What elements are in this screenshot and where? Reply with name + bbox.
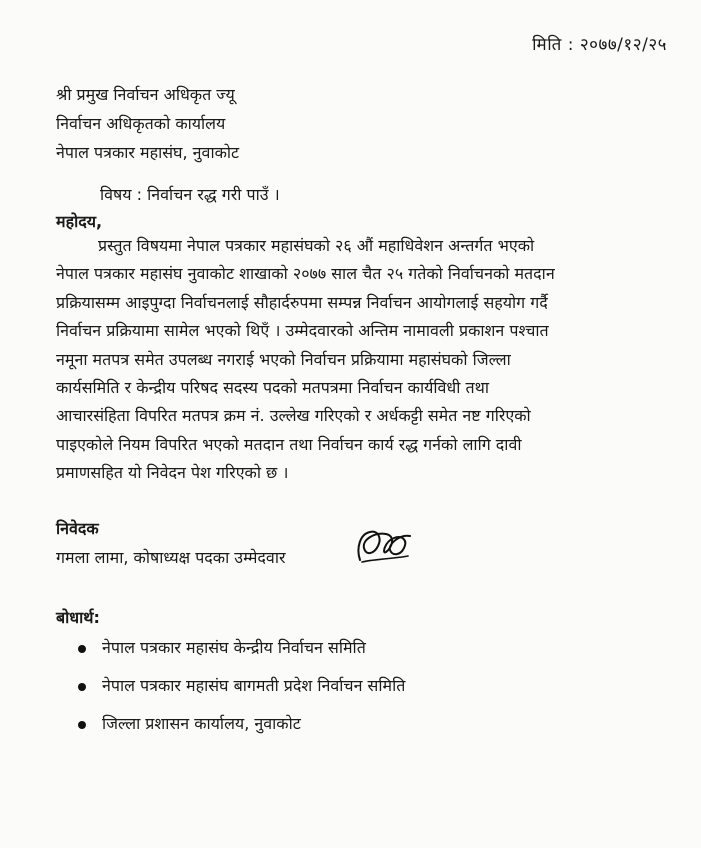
cc-title: बोधार्थ: xyxy=(56,608,100,627)
signer-name: गमला लामा, कोषाध्यक्ष पदका उम्मेदवार xyxy=(56,548,286,567)
body-line: नेपाल पत्रकार महासंघ नुवाकोट शाखाको २०७७ साल चैत २५ गतेको निर्वाचनको मतदान xyxy=(56,264,555,284)
bullet-icon xyxy=(78,645,86,653)
bullet-icon xyxy=(78,721,86,729)
handwritten-signature xyxy=(352,526,416,568)
list-item xyxy=(78,634,405,672)
body-line: निर्वाचन प्रक्रियामा सामेल भएको थिएँ । उम्मेदवारको अन्तिम नामावली प्रकाशन पश्चात xyxy=(56,321,549,341)
signer-label: निवेदक xyxy=(56,519,99,538)
date-line: मिति : २०७७/१२/२५ xyxy=(532,35,667,55)
body-line: आचारसंहिता विपरित मतपत्र क्रम नं. उल्लेख गरिएको र अर्धकट्टी समेत नष्ट गरिएको xyxy=(56,406,531,426)
salutation: महोदय, xyxy=(56,212,103,231)
addressee-line-2: निर्वाचन अधिकृतको कार्यालय xyxy=(56,114,226,133)
body-line: प्रक्रियासम्म आइपुग्दा निर्वाचनलाई सौहार्दरुपमा सम्पन्न निर्वाचन आयोगलाई सहयोग गर्दै xyxy=(56,292,548,312)
letter-body xyxy=(56,232,676,488)
list-item xyxy=(78,710,405,748)
body-line: कार्यसमिति र केन्द्रीय परिषद सदस्य पदको मतपत्रमा निर्वाचन कार्यविधी तथा xyxy=(56,378,489,398)
body-line: प्रस्तुत विषयमा नेपाल पत्रकार महासंघको २६ औं महाधिवेशन अन्तर्गत भएको xyxy=(98,236,535,255)
cc-item-label: जिल्ला प्रशासन कार्यालय, नुवाकोट xyxy=(102,714,301,733)
bullet-icon xyxy=(78,683,86,691)
cc-item-label: नेपाल पत्रकार महासंघ केन्द्रीय निर्वाचन समिति xyxy=(102,638,366,657)
addressee-line-1: श्री प्रमुख निर्वाचन अधिकृत ज्यू xyxy=(56,85,235,104)
body-line: पाइएकोले नियम विपरित भएको मतदान तथा निर्वाचन कार्य रद्ध गर्नको लागि दावी xyxy=(56,434,522,454)
addressee-line-3: नेपाल पत्रकार महासंघ, नुवाकोट xyxy=(56,143,240,162)
body-line: प्रमाणसहित यो निवेदन पेश गरिएको छ । xyxy=(56,463,289,483)
subject-line: विषय : निर्वाचन रद्ध गरी पाउँ । xyxy=(100,185,280,204)
cc-item-label: नेपाल पत्रकार महासंघ बागमती प्रदेश निर्वाचन समिति xyxy=(102,676,406,695)
body-line: नमूना मतपत्र समेत उपलब्ध नगराई भएको निर्वाचन प्रक्रियामा महासंघको जिल्ला xyxy=(56,349,511,369)
list-item xyxy=(78,672,405,710)
cc-list xyxy=(78,634,405,748)
